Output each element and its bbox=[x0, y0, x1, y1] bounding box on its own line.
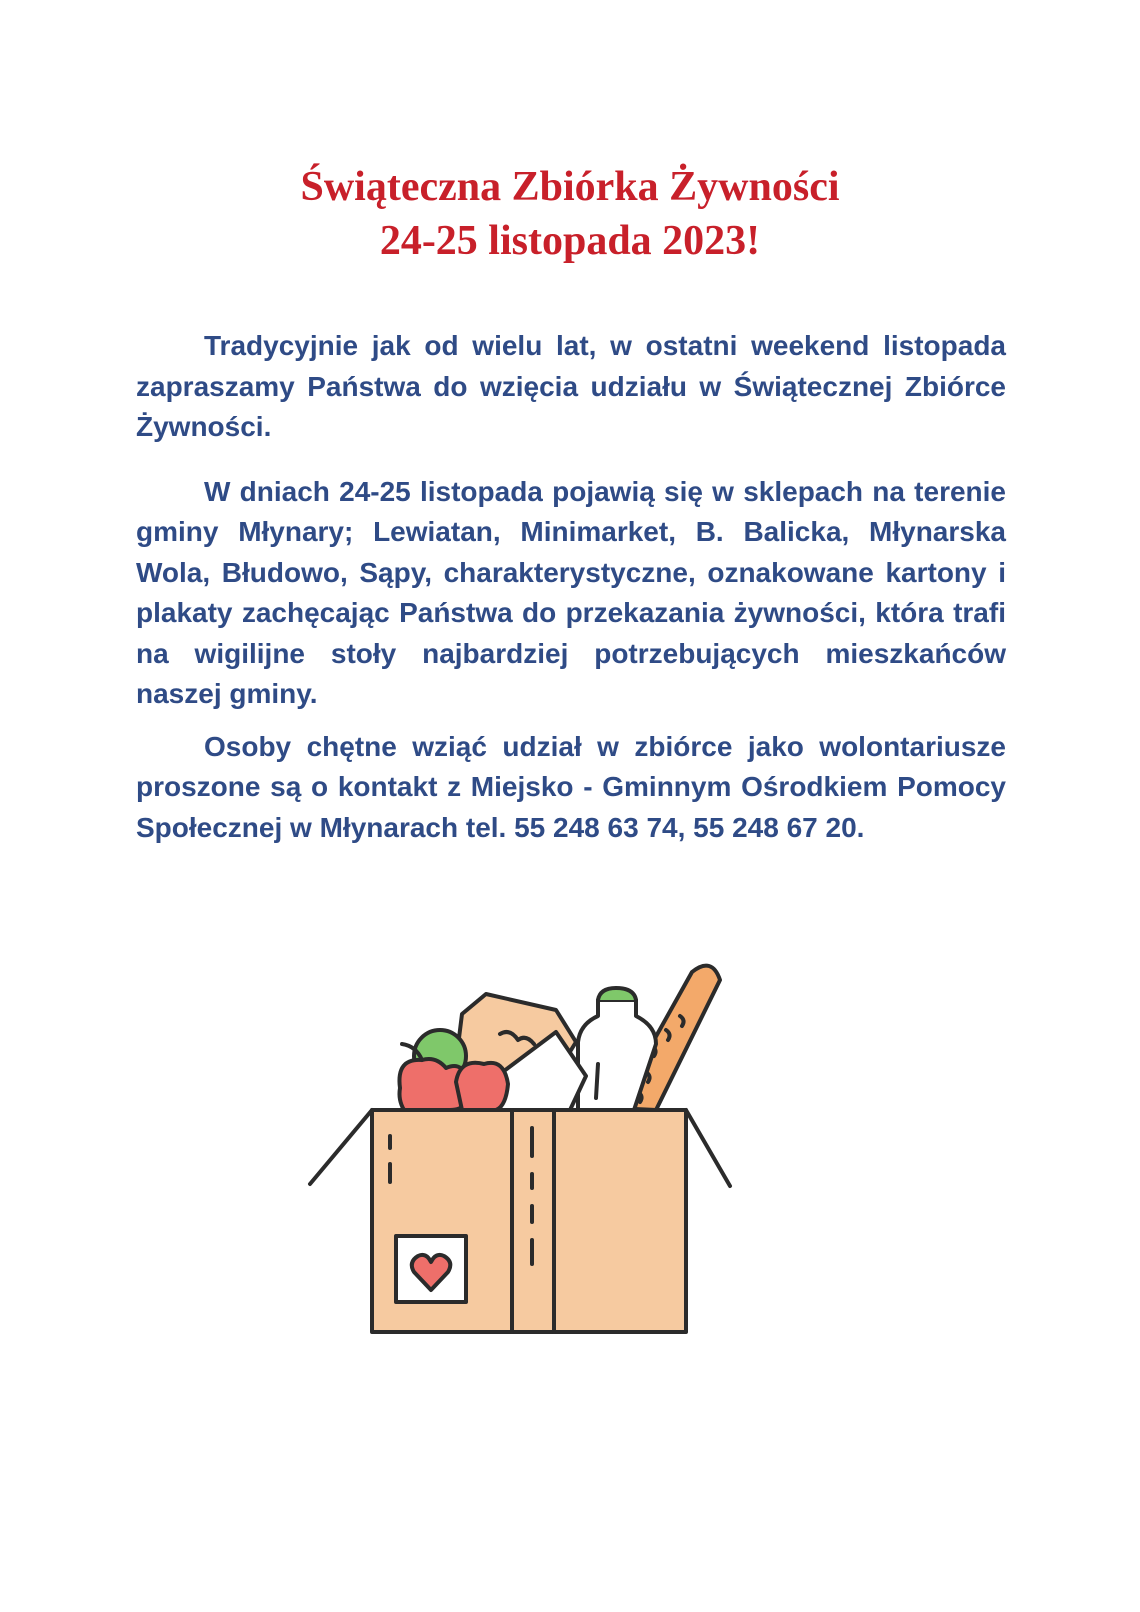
title-line-2: 24-25 listopada 2023! bbox=[379, 218, 761, 264]
food-donation-box-icon bbox=[300, 960, 760, 1380]
title-line-1: Świąteczna Zbiórka Żywności bbox=[300, 164, 840, 210]
paragraph-shops: W dniach 24-25 listopada pojawią się w sklepach na terenie gminy Młynary; Lewiatan, Minimarket, B. Balicka, Młynarska Wola, Błudowo, Sąpy, charakterystyczne, oznakowane kartony i plakaty zachęcając Państwa do przekazania żywności, która trafi na wigilijne stoły najbardziej potrzebujących mieszkańców naszej gminy. bbox=[136, 475, 1006, 709]
paragraph-intro: Tradycyjnie jak od wielu lat, w ostatni weekend listopada zapraszamy Państwa do wzięcia udziału w Świątecznej Zbiórce Żywności. bbox=[136, 330, 1006, 442]
paragraph-volunteers: Osoby chętne wziąć udział w zbiórce jako wolontariusze proszone są o kontakt z Miejsko - Gminnym Ośrodkiem Pomocy Społecznej w Młynarach tel. 55 248 63 74, 55 248 67 20. bbox=[136, 730, 1006, 843]
announcement-body bbox=[136, 326, 1006, 848]
page-title bbox=[0, 160, 1140, 268]
